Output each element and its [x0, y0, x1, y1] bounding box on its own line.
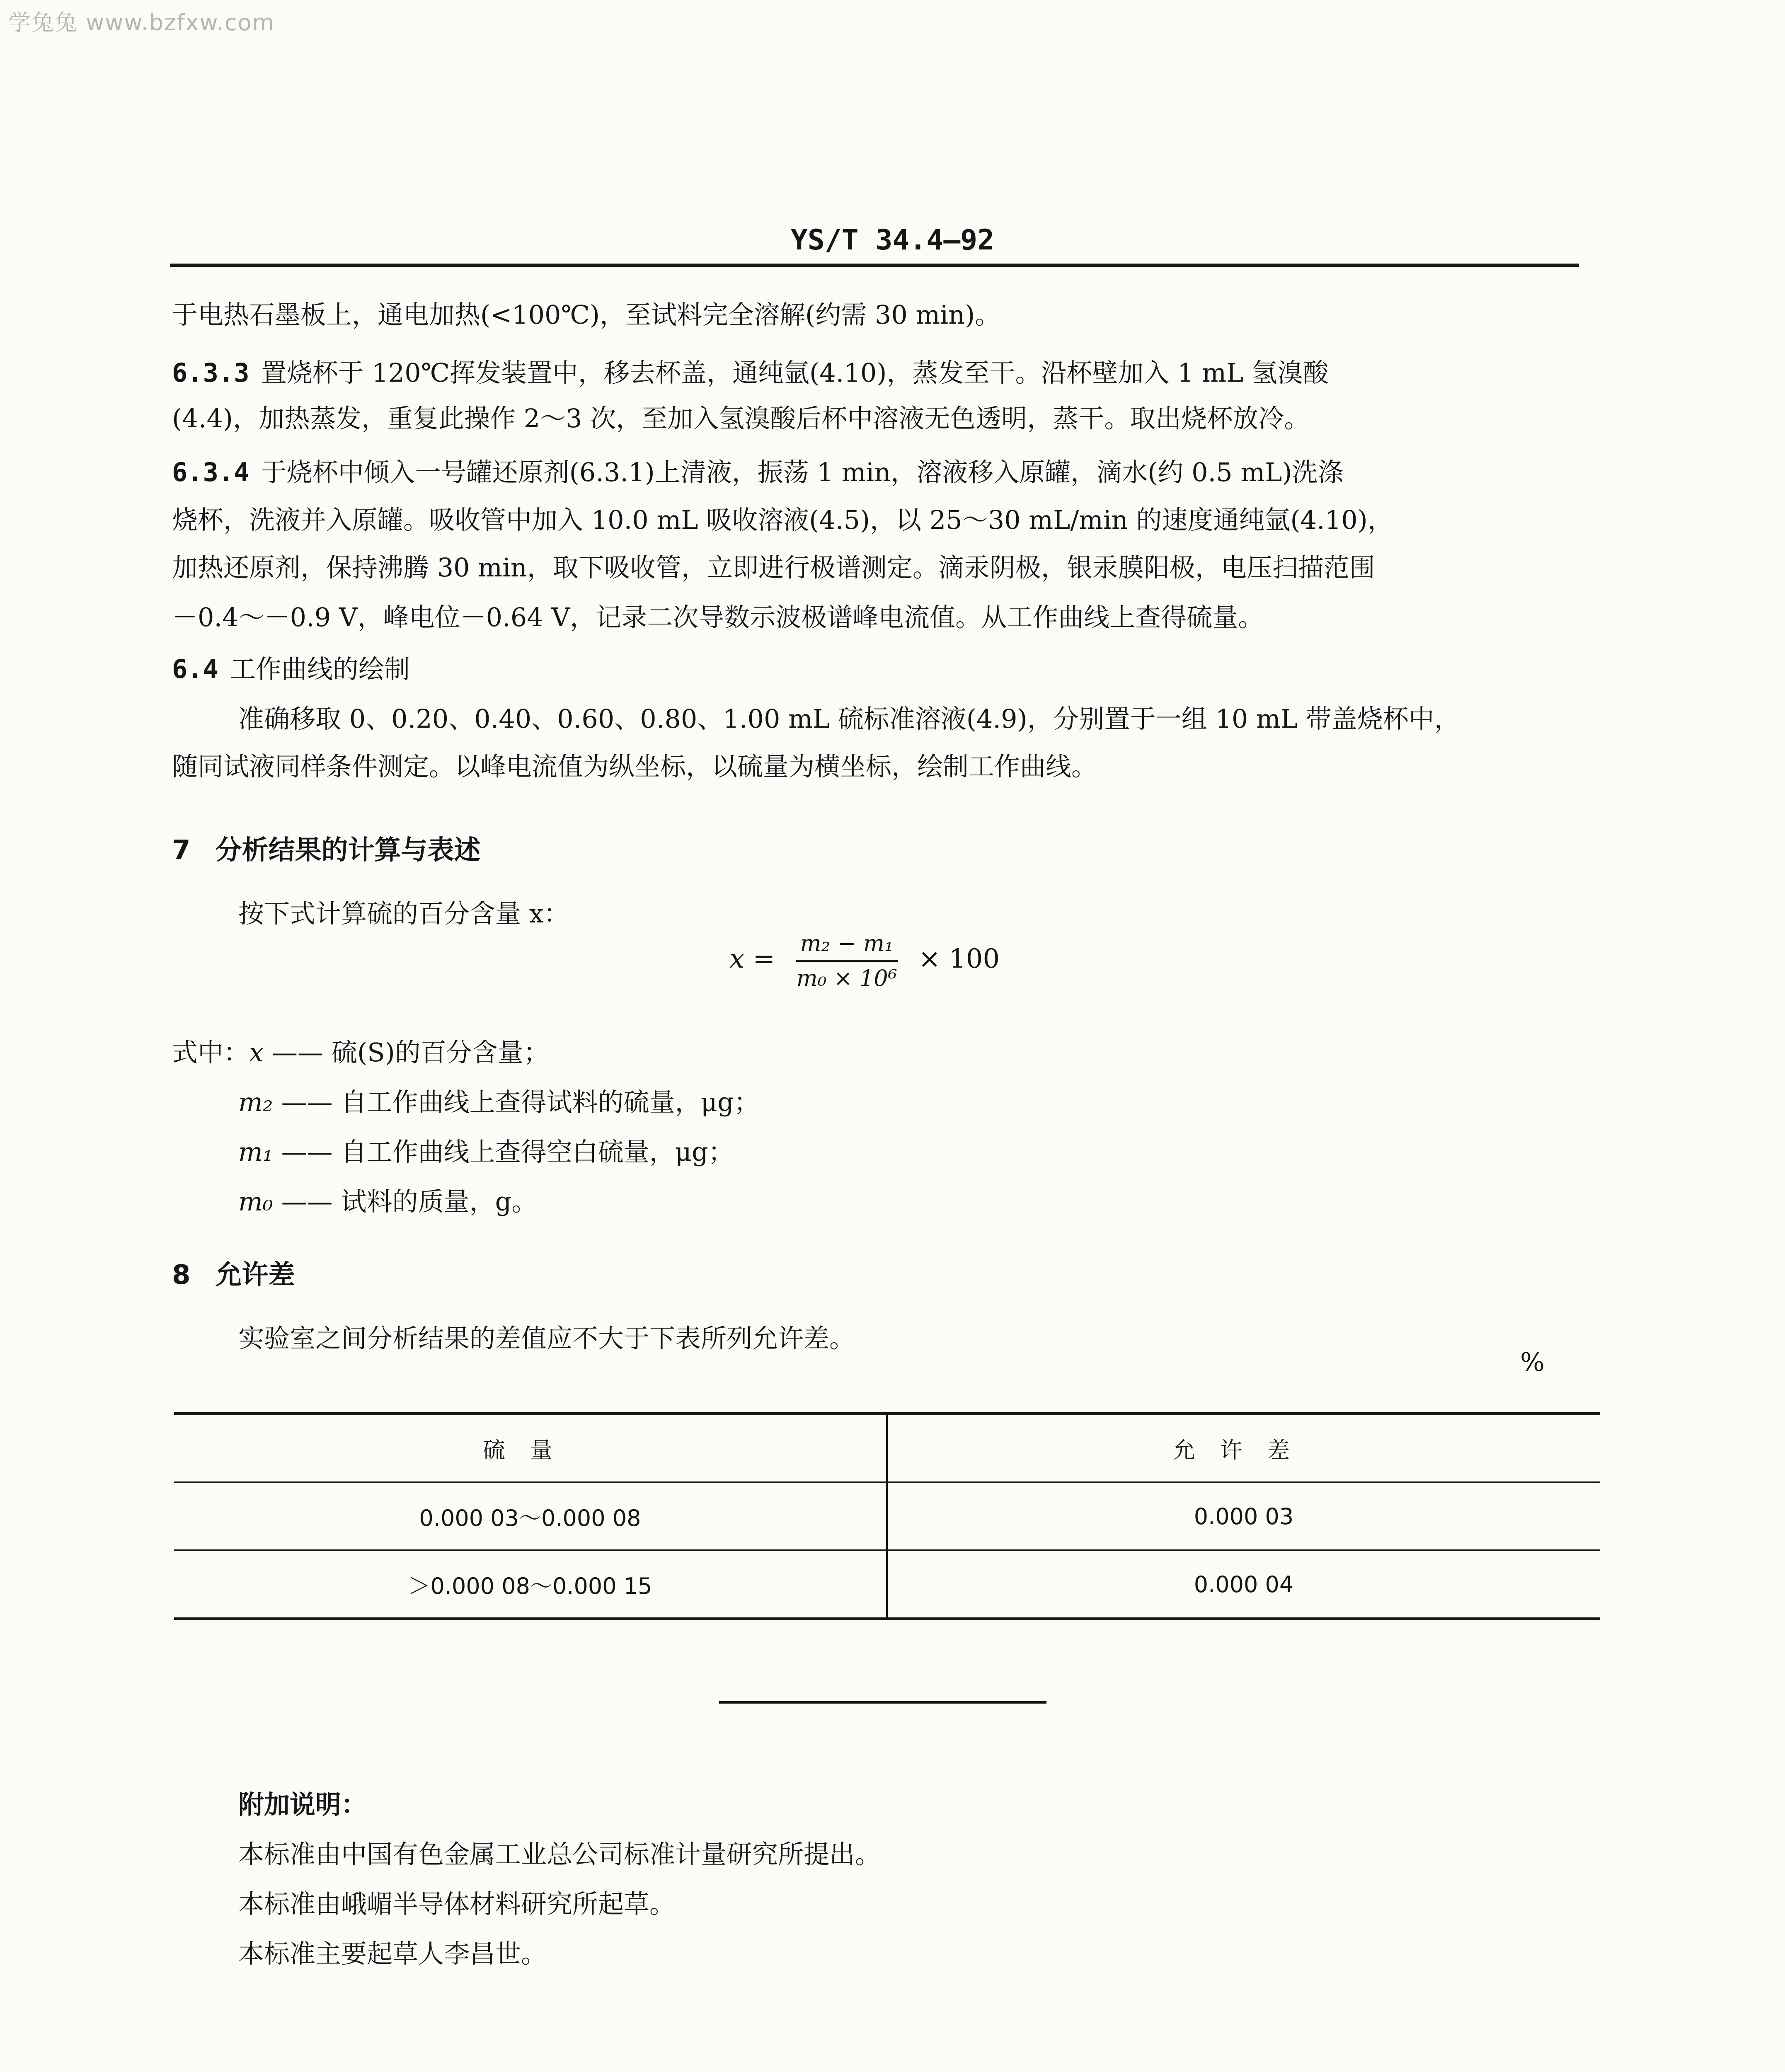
notes-title: 附加说明： [238, 1789, 367, 1820]
clause-6-4-line-1: 准确移取 0、0.20、0.40、0.60、0.80、1.00 mL 硫标准溶液(4.9)，分别置于一组 10 mL 带盖烧杯中， [238, 704, 1460, 734]
clause-6-3-4-line-2: 烧杯，洗液并入原罐。吸收管中加入 10.0 mL 吸收溶液(4.5)，以 25～30 mL/min 的速度通纯氩(4.10)， [172, 505, 1393, 535]
note-line: 本标准主要起草人李昌世。 [238, 1939, 547, 1969]
tolerance-table [174, 1412, 1600, 1620]
formula-fraction [796, 930, 897, 991]
clause-6-3-4-line-1: 6.3.4 于烧杯中倾入一号罐还原剂(6.3.1)上清液，振荡 1 min，溶液移入原罐，滴水(约 0.5 mL)洗涤 [172, 456, 1344, 489]
sulfur-content-formula [729, 930, 1000, 991]
where-x: 式中：x —— 硫(S)的百分含量； [172, 1037, 549, 1067]
table-row [174, 1550, 1600, 1619]
section-8-heading: 8 允许差 [172, 1260, 295, 1290]
clause-6-4-heading: 6.4 工作曲线的绘制 [172, 653, 410, 686]
note-line: 本标准由峨嵋半导体材料研究所起草。 [238, 1889, 676, 1919]
table-header-row [174, 1414, 1600, 1483]
header-rule [170, 264, 1579, 267]
clause-number: 6.4 [172, 654, 218, 684]
continuation-text: 于电热石墨板上，通电加热(<100℃)，至试料完全溶解(约需 30 min)。 [172, 300, 1001, 330]
section-7-intro: 按下式计算硫的百分含量 x： [238, 898, 569, 929]
where-m1: m₁ —— 自工作曲线上查得空白硫量，μg； [238, 1137, 734, 1167]
clause-6-3-4-line-4: －0.4～－0.9 V，峰电位－0.64 V，记录二次导数示波极谱峰电流值。从工作曲线上查得硫量。 [172, 602, 1264, 632]
clause-number: 6.3.4 [172, 457, 249, 487]
formula-numerator: m₂ − m₁ [796, 930, 897, 962]
clause-6-4-line-2: 随同试液同样条件测定。以峰电流值为纵坐标，以硫量为横坐标，绘制工作曲线。 [172, 751, 1097, 782]
table-unit-label: % [1520, 1347, 1545, 1377]
section-8-intro: 实验室之间分析结果的差值应不大于下表所列允许差。 [238, 1323, 855, 1353]
header-sulfur-amount: 硫量 [483, 1437, 577, 1463]
where-m2: m₂ —— 自工作曲线上查得试料的硫量，μg； [238, 1087, 760, 1117]
header-tolerance: 允许差 [887, 1414, 1600, 1483]
clause-number: 6.3.3 [172, 358, 249, 388]
note-line: 本标准由中国有色金属工业总公司标准计量研究所提出。 [238, 1839, 881, 1869]
where-m0: m₀ —— 试料的质量，g。 [238, 1186, 538, 1217]
watermark: 学兔兔 www.bzfxw.com [8, 10, 275, 36]
cell-range: 0.000 03～0.000 08 [174, 1482, 887, 1550]
section-7-heading: 7 分析结果的计算与表述 [172, 835, 481, 866]
standard-code-header: YS/T 34.4—92 [790, 224, 995, 257]
clause-6-3-3-line-1: 6.3.3 置烧杯于 120℃挥发装置中，移去杯盖，通纯氩(4.10)，蒸发至干。沿杯壁加入 1 mL 氢溴酸 [172, 356, 1329, 390]
cell-tolerance: 0.000 04 [887, 1550, 1600, 1619]
clause-6-3-4-line-3: 加热还原剂，保持沸腾 30 min，取下吸收管，立即进行极谱测定。滴汞阴极，银汞膜阳极，电压扫描范围 [172, 552, 1375, 583]
clause-6-3-3-line-2: (4.4)，加热蒸发，重复此操作 2～3 次，至加入氢溴酸后杯中溶液无色透明，蒸干。取出烧杯放冷。 [172, 403, 1310, 433]
end-of-text-rule [719, 1701, 1046, 1704]
formula-lhs: x = [729, 944, 775, 974]
cell-tolerance: 0.000 03 [887, 1482, 1600, 1550]
formula-denominator: m₀ × 10⁶ [796, 965, 897, 991]
formula-multiplier: × 100 [918, 944, 1000, 974]
table-row [174, 1482, 1600, 1550]
cell-range: ＞0.000 08～0.000 15 [174, 1550, 887, 1619]
